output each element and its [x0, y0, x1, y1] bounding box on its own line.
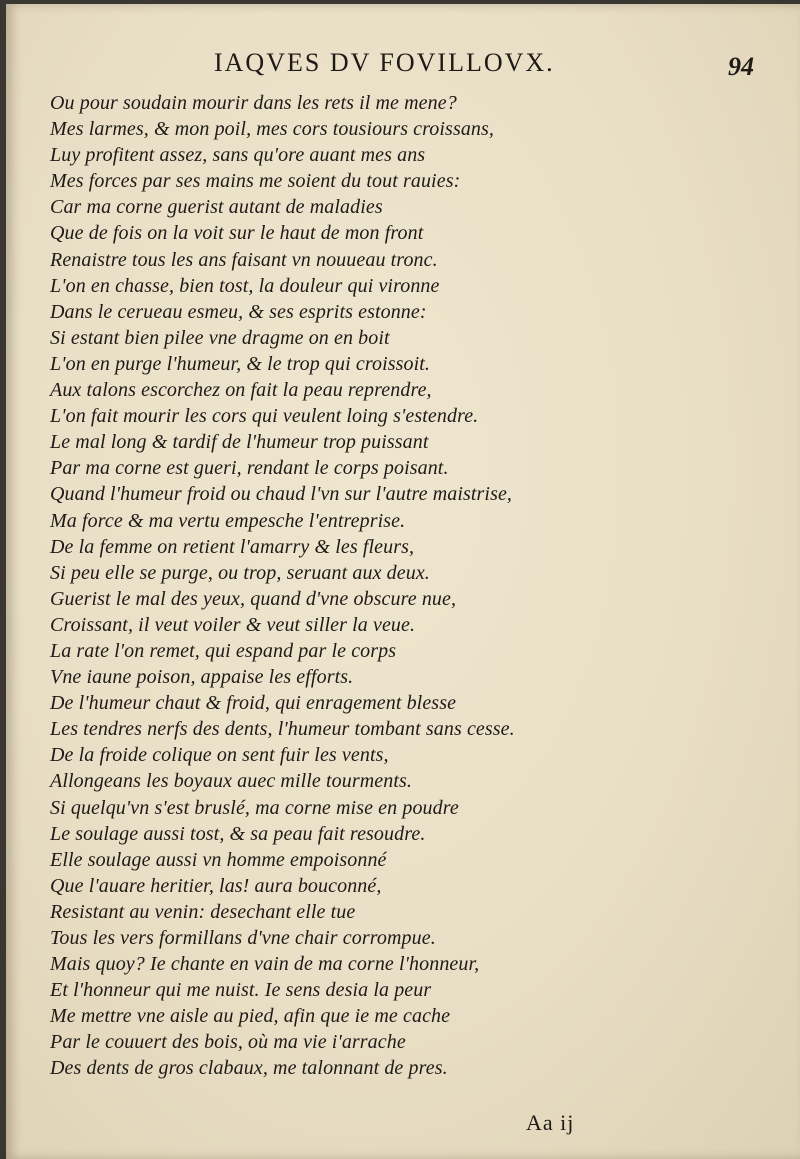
signature-mark: Aa ij: [526, 1110, 575, 1135]
verse-line: L'on en chasse, bien tost, la douleur qui vironne: [50, 274, 440, 297]
verse-line: Si estant bien pilee vne dragme on en boit: [50, 326, 390, 349]
verse-line: Ou pour soudain mourir dans les rets il me mene?: [50, 92, 457, 114]
verse-line: Guerist le mal des yeux, quand d'vne obscure nue,: [50, 587, 457, 610]
verse-line: Par ma corne est gueri, rendant le corps poisant.: [50, 457, 449, 480]
verse-list: [50, 90, 750, 1082]
verse-line: Le soulage aussi tost, & sa peau fait resoudre.: [50, 822, 426, 845]
verse-line: Mais quoy? Ie chante en vain de ma corne l'honneur,: [50, 953, 480, 976]
verse-line: Que de fois on la voit sur le haut de mon front: [50, 222, 424, 245]
verse-line: Luy profitent assez, sans qu'ore auant mes ans: [50, 144, 426, 167]
verse-line: L'on en purge l'humeur, & le trop qui croissoit.: [50, 352, 431, 375]
verse-line: Car ma corne guerist autant de maladies: [50, 196, 383, 219]
verse-line: Si peu elle se purge, ou trop, seruant aux deux.: [50, 561, 430, 584]
verse-line: Et l'honneur qui me nuist. Ie sens desia la peur: [50, 979, 432, 1002]
running-head: IAQVES DV FOVILLOVX.: [214, 48, 555, 77]
verse-line: Si quelqu'vn s'est bruslé, ma corne mise en poudre: [50, 796, 459, 819]
verse-line: Quand l'humeur froid ou chaud l'vn sur l'autre maistrise,: [50, 483, 513, 506]
verse-line: Croissant, il veut voiler & veut siller la veue.: [50, 613, 416, 636]
verse-line: Vne iaune poison, appaise les efforts.: [50, 666, 354, 689]
verse-line: L'on fait mourir les cors qui veulent loing s'estendre.: [50, 405, 479, 428]
verse-line: Dans le cerueau esmeu, & ses esprits estonne:: [50, 300, 427, 323]
verse-line: Resistant au venin: desechant elle tue: [50, 900, 356, 923]
verse-line: De l'humeur chaut & froid, qui enragement blesse: [50, 692, 457, 715]
verse-line: Les tendres nerfs des dents, l'humeur tombant sans cesse.: [50, 718, 515, 741]
verse-line: Mes forces par ses mains me soient du tout rauies:: [50, 170, 461, 193]
verse-line: La rate l'on remet, qui espand par le corps: [50, 639, 397, 662]
verse-line: Allongeans les boyaux auec mille tourments.: [50, 770, 413, 793]
book-page: [6, 4, 800, 1159]
verse-line: Me mettre vne aisle au pied, afin que ie me cache: [50, 1005, 451, 1028]
verse-line: Le mal long & tardif de l'humeur trop puissant: [50, 431, 429, 454]
verse-line: De la femme on retient l'amarry & les fleurs,: [50, 535, 415, 558]
verse-line: Tous les vers formillans d'vne chair corrompue.: [50, 927, 436, 949]
verse-line: Par le couuert des bois, où ma vie i'arrache: [50, 1031, 406, 1054]
verse-line: Elle soulage aussi vn homme empoisonné: [50, 848, 387, 871]
verse-line: Que l'auare heritier, las! aura bouconné,: [50, 874, 382, 897]
verse-line: De la froide colique on sent fuir les vents,: [50, 744, 389, 767]
verse-line: Aux talons escorchez on fait la peau reprendre,: [50, 379, 432, 402]
verse-line: Renaistre tous les ans faisant vn nouueau tronc.: [50, 248, 438, 271]
verse-line: Des dents de gros clabaux, me talonnant de pres.: [50, 1057, 448, 1080]
page-number: 94: [728, 52, 754, 81]
verse-line: Ma force & ma vertu empesche l'entreprise.: [50, 509, 406, 532]
verse-line: Mes larmes, & mon poil, mes cors tousiours croissans,: [50, 118, 495, 141]
